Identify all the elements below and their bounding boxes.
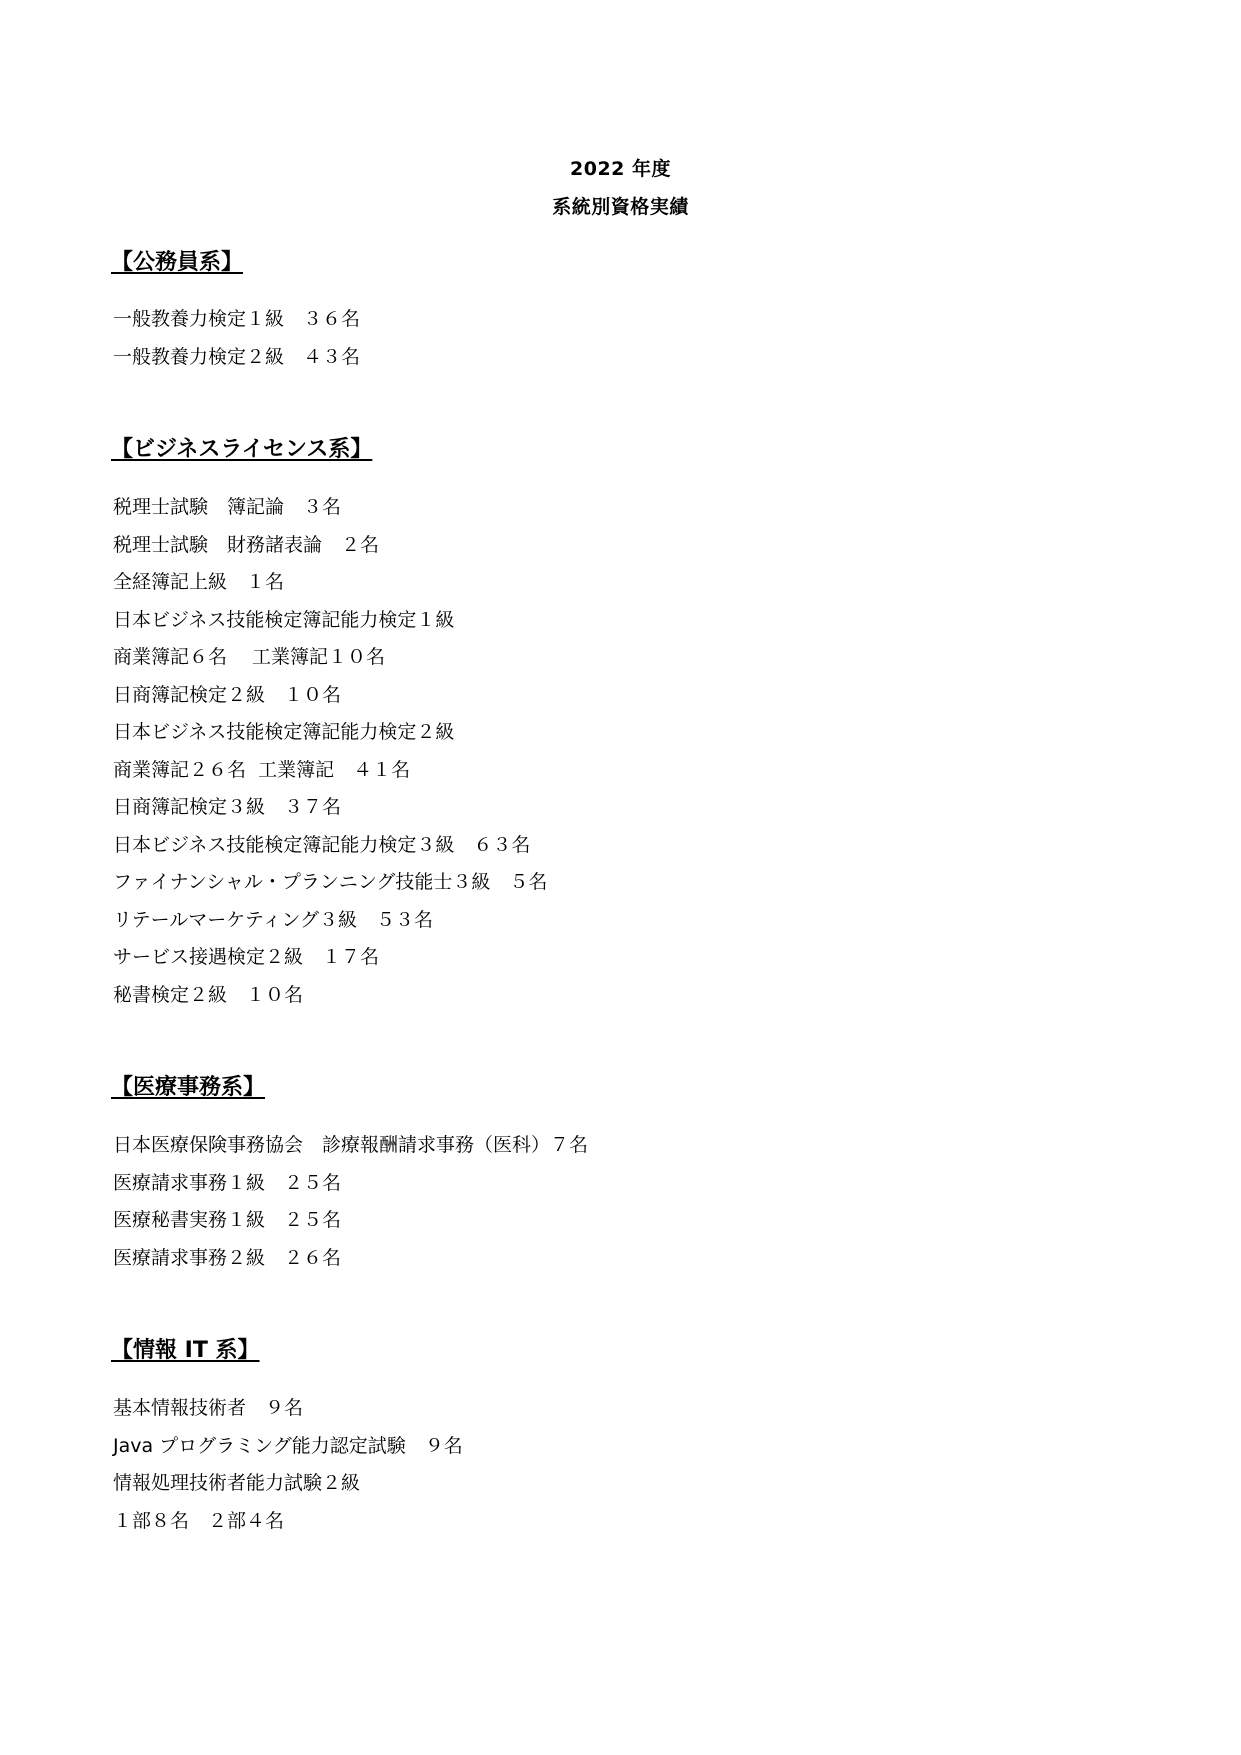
list-item: リテールマーケティング３級 ５３名 [113,909,433,931]
list-item: 日商簿記検定２級 １０名 [113,684,342,706]
list-item: 商業簿記６名 工業簿記１０名 [113,646,386,668]
list-item: 商業簿記２６名 工業簿記 ４１名 [113,759,411,781]
section-heading-civil-service: 【公務員系】 [111,250,244,275]
list-item: 税理士試験 財務諸表論 ２名 [113,534,380,556]
list-item: 基本情報技術者 ９名 [113,1397,304,1419]
list-item: ファイナンシャル・プランニング技能士３級 ５名 [113,871,548,893]
section-heading-medical-office: 【医療事務系】 [111,1075,266,1100]
list-item: Java プログラミング能力認定試験 ９名 [113,1435,463,1457]
list-item: １部８名 ２部４名 [113,1510,285,1532]
document-title: 系統別資格実績 [552,196,689,218]
list-item: 医療請求事務２級 ２６名 [113,1247,342,1269]
list-item: 日本ビジネス技能検定簿記能力検定１級 [113,609,455,631]
list-item: 秘書検定２級 １０名 [113,984,304,1006]
section-heading-business-license: 【ビジネスライセンス系】 [111,437,373,462]
list-item: 一般教養力検定２級 ４３名 [113,346,361,368]
list-item: 日本ビジネス技能検定簿記能力検定３級 ６３名 [113,834,531,856]
section-heading-information-it: 【情報 IT 系】 [111,1338,260,1363]
list-item: 一般教養力検定１級 ３６名 [113,308,361,330]
list-item: 日本ビジネス技能検定簿記能力検定２級 [113,721,455,743]
document-year: 2022 年度 [570,158,671,180]
list-item: 医療請求事務１級 ２５名 [113,1172,342,1194]
list-item: 医療秘書実務１級 ２５名 [113,1209,342,1231]
list-item: サービス接遇検定２級 １７名 [113,946,380,968]
list-item: 情報処理技術者能力試験２級 [113,1472,361,1494]
list-item: 日本医療保険事務協会 診療報酬請求事務（医科）７名 [113,1134,589,1156]
list-item: 日商簿記検定３級 ３７名 [113,796,342,818]
list-item: 全経簿記上級 １名 [113,571,285,593]
list-item: 税理士試験 簿記論 ３名 [113,496,342,518]
